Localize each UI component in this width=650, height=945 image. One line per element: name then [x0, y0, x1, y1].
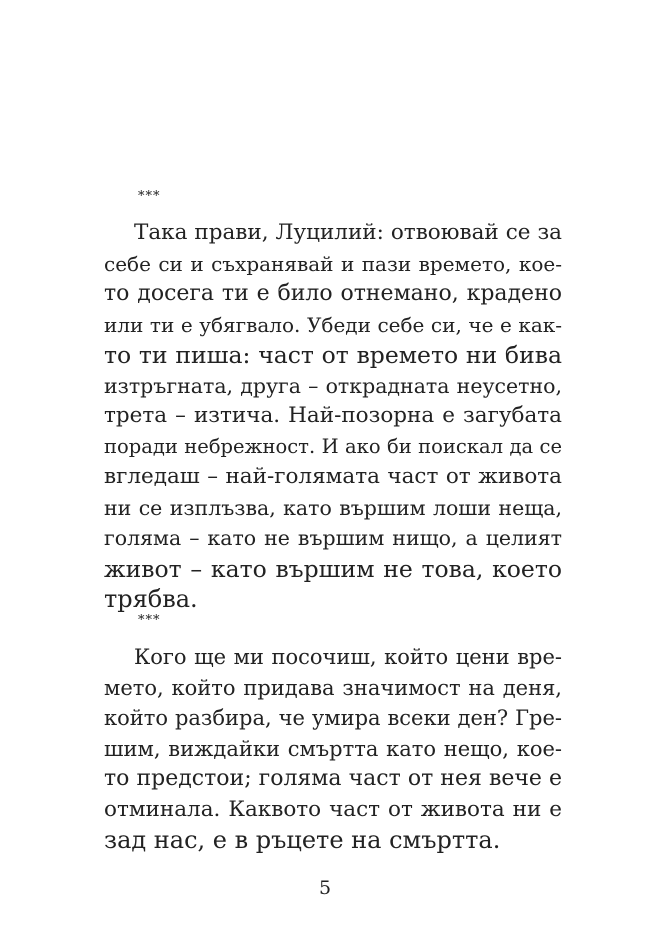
section-separator: ***: [138, 613, 161, 628]
text-line: или ти е убягвало. Убеди себе си, че е как-: [104, 312, 562, 337]
text-line: изтръгната, друга – открадната неусетно,: [104, 373, 562, 398]
text-line: трета – изтича. Най-позорна е загубата: [104, 403, 562, 428]
page-number: 5: [318, 877, 332, 899]
text-line: ни се изплъзва, като вършим лоши неща,: [104, 495, 562, 520]
text-line: то ти пиша: част от времето ни бива: [104, 341, 562, 369]
text-line: мето, който придава значимост на деня,: [104, 675, 562, 700]
text-line: зад нас, е в ръцете на смъртта.: [104, 826, 501, 854]
text-line: шим, виждайки смъртта като нещо, кое-: [104, 736, 562, 761]
paragraph: [104, 642, 562, 856]
text-line: Така прави, Луцилий: отвоювай се за: [134, 220, 562, 245]
text-line: Кого ще ми посочиш, който цени вре-: [134, 645, 562, 669]
text-line: трябва.: [104, 585, 198, 613]
section-separator: ***: [138, 189, 161, 204]
text-line: поради небрежност. И ако би поискал да се: [104, 434, 562, 458]
text-line: вгледаш – най-голямата част от живота: [104, 464, 562, 489]
text-line: то досега ти е било отнемано, крадено: [104, 281, 562, 306]
section-1: [104, 188, 562, 615]
text-line: то предстои; голяма част от нея вече е: [104, 766, 562, 791]
section-2: [104, 612, 562, 856]
text-line: живот – като вършим не това, което: [104, 554, 562, 583]
text-line: себе си и съхранявай и пази времето, кое-: [104, 251, 562, 276]
text-line: голяма – като не вършим нищо, а целият: [104, 526, 562, 550]
text-line: отминала. Каквото част от живота ни е: [104, 796, 562, 822]
paragraph: [104, 218, 562, 615]
text-line: който разбира, че умира всеки ден? Гре-: [104, 706, 562, 730]
